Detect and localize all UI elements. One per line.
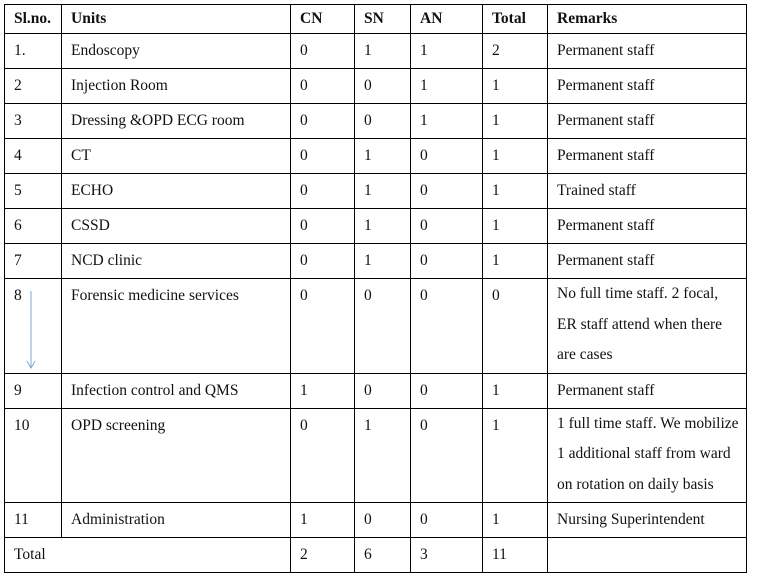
table-row <box>5 279 747 374</box>
cell-sn: 0 <box>355 279 411 374</box>
table-row <box>5 408 747 503</box>
total-label: Total <box>5 538 291 573</box>
cell-remarks: Permanent staff <box>548 373 747 408</box>
cell-cn: 0 <box>291 34 355 69</box>
cell-an: 1 <box>411 34 483 69</box>
cell-cn: 0 <box>291 279 355 374</box>
cell-remarks: No full time staff. 2 focal, ER staff attend when there are cases <box>548 279 747 374</box>
cell-unit: OPD screening <box>62 408 291 503</box>
cell-sn: 1 <box>355 174 411 209</box>
cell-remarks: Permanent staff <box>548 34 747 69</box>
cell-slno: 1. <box>5 34 62 69</box>
cell-unit: ECHO <box>62 174 291 209</box>
cell-total: 1 <box>483 408 548 503</box>
cell-an: 1 <box>411 69 483 104</box>
header-units: Units <box>62 5 291 34</box>
cell-total: 1 <box>483 69 548 104</box>
cell-an: 0 <box>411 373 483 408</box>
cell-cn: 0 <box>291 209 355 244</box>
down-arrow-icon <box>26 291 36 371</box>
cell-unit: CSSD <box>62 209 291 244</box>
cell-sn: 0 <box>355 104 411 139</box>
cell-cn: 0 <box>291 69 355 104</box>
cell-slno: 2 <box>5 69 62 104</box>
cell-total: 1 <box>483 209 548 244</box>
cell-an: 0 <box>411 174 483 209</box>
cell-slno: 7 <box>5 244 62 279</box>
cell-sn: 0 <box>355 503 411 538</box>
cell-unit: Endoscopy <box>62 34 291 69</box>
cell-an: 0 <box>411 279 483 374</box>
cell-remarks: Permanent staff <box>548 209 747 244</box>
cell-slno <box>5 279 62 374</box>
cell-cn: 1 <box>291 503 355 538</box>
cell-total: 1 <box>483 373 548 408</box>
cell-remarks: Nursing Superintendent <box>548 503 747 538</box>
header-slno: Sl.no. <box>5 5 62 34</box>
table-row <box>5 104 747 139</box>
table-row <box>5 174 747 209</box>
table-row <box>5 373 747 408</box>
cell-an: 1 <box>411 104 483 139</box>
cell-an: 0 <box>411 139 483 174</box>
cell-total: 1 <box>483 174 548 209</box>
cell-remarks: Permanent staff <box>548 104 747 139</box>
cell-remarks: Permanent staff <box>548 69 747 104</box>
cell-remarks: Permanent staff <box>548 244 747 279</box>
header-an: AN <box>411 5 483 34</box>
cell-an: 0 <box>411 209 483 244</box>
cell-sn: 1 <box>355 209 411 244</box>
total-sn: 6 <box>355 538 411 573</box>
cell-total: 2 <box>483 34 548 69</box>
table-row <box>5 503 747 538</box>
cell-unit: CT <box>62 139 291 174</box>
cell-slno: 3 <box>5 104 62 139</box>
total-an: 3 <box>411 538 483 573</box>
cell-total: 1 <box>483 139 548 174</box>
total-remarks <box>548 538 747 573</box>
cell-unit: NCD clinic <box>62 244 291 279</box>
cell-slno: 4 <box>5 139 62 174</box>
cell-an: 0 <box>411 244 483 279</box>
cell-sn: 1 <box>355 244 411 279</box>
table-row <box>5 244 747 279</box>
table-row <box>5 139 747 174</box>
cell-slno: 11 <box>5 503 62 538</box>
cell-unit: Infection control and QMS <box>62 373 291 408</box>
total-cn: 2 <box>291 538 355 573</box>
cell-cn: 1 <box>291 373 355 408</box>
cell-cn: 0 <box>291 139 355 174</box>
cell-slno: 10 <box>5 408 62 503</box>
cell-remarks: Permanent staff <box>548 139 747 174</box>
cell-cn: 0 <box>291 244 355 279</box>
header-remarks: Remarks <box>548 5 747 34</box>
cell-unit: Injection Room <box>62 69 291 104</box>
header-cn: CN <box>291 5 355 34</box>
cell-total: 1 <box>483 244 548 279</box>
cell-cn: 0 <box>291 104 355 139</box>
table-row <box>5 69 747 104</box>
cell-remarks: Trained staff <box>548 174 747 209</box>
cell-sn: 1 <box>355 408 411 503</box>
cell-an: 0 <box>411 408 483 503</box>
total-total: 11 <box>483 538 548 573</box>
cell-sn: 0 <box>355 373 411 408</box>
table-row <box>5 34 747 69</box>
cell-slno: 5 <box>5 174 62 209</box>
cell-unit: Forensic medicine services <box>62 279 291 374</box>
cell-cn: 0 <box>291 408 355 503</box>
cell-total: 0 <box>483 279 548 374</box>
cell-sn: 1 <box>355 139 411 174</box>
header-total: Total <box>483 5 548 34</box>
cell-total: 1 <box>483 104 548 139</box>
cell-slno: 6 <box>5 209 62 244</box>
header-row <box>5 5 747 34</box>
cell-unit: Administration <box>62 503 291 538</box>
cell-slno-text: 8 <box>14 287 22 304</box>
cell-sn: 0 <box>355 69 411 104</box>
table-row <box>5 209 747 244</box>
header-sn: SN <box>355 5 411 34</box>
cell-unit: Dressing &OPD ECG room <box>62 104 291 139</box>
cell-total: 1 <box>483 503 548 538</box>
cell-remarks: 1 full time staff. We mobilize 1 additional staff from ward on rotation on daily basis <box>548 408 747 503</box>
staffing-table <box>4 4 747 573</box>
cell-slno: 9 <box>5 373 62 408</box>
total-row <box>5 538 747 573</box>
cell-sn: 1 <box>355 34 411 69</box>
cell-an: 0 <box>411 503 483 538</box>
cell-cn: 0 <box>291 174 355 209</box>
